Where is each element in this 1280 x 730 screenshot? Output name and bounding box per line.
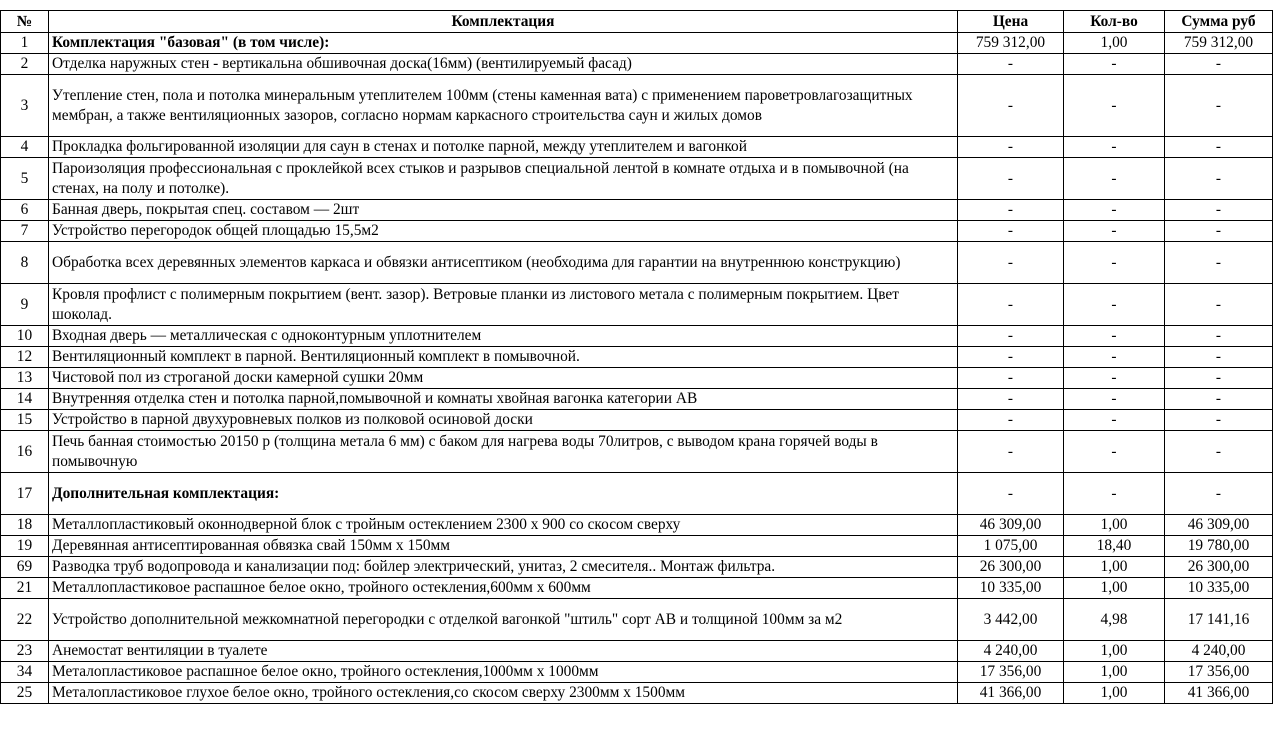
row-sum: 759 312,00 xyxy=(1165,33,1273,54)
table-row xyxy=(1,200,1273,221)
row-description: Пароизоляция профессиональная с проклейкой всех стыков и разрывов специальной лентой в комнате отдыха и в помывочной (на стенах, на полу и потолке). xyxy=(49,158,958,200)
row-description: Внутренняя отделка стен и потолка парной,помывочной и комнаты хвойная вагонка категории АВ xyxy=(49,389,958,410)
specification-table xyxy=(0,10,1273,704)
table-row xyxy=(1,557,1273,578)
table-row xyxy=(1,54,1273,75)
row-sum: - xyxy=(1165,389,1273,410)
row-sum: 4 240,00 xyxy=(1165,641,1273,662)
table-row xyxy=(1,662,1273,683)
row-description: Утепление стен, пола и потолка минеральным утеплителем 100мм (стены каменная вата) с применением пароветровлагозащитных мембран, а также вентиляционных зазоров, согласно нормам каркасного строительства саун и жилых домов xyxy=(49,75,958,137)
row-number: 18 xyxy=(1,515,49,536)
row-description: Прокладка фольгированной изоляции для саун в стенах и потолке парной, между утеплителем и вагонкой xyxy=(49,137,958,158)
table-row xyxy=(1,578,1273,599)
row-price: - xyxy=(958,473,1064,515)
row-sum: 41 366,00 xyxy=(1165,683,1273,704)
row-price: 46 309,00 xyxy=(958,515,1064,536)
row-number: 8 xyxy=(1,242,49,284)
row-quantity: - xyxy=(1064,75,1165,137)
row-number: 5 xyxy=(1,158,49,200)
row-price: 3 442,00 xyxy=(958,599,1064,641)
row-price: - xyxy=(958,54,1064,75)
row-price: - xyxy=(958,347,1064,368)
row-quantity: 1,00 xyxy=(1064,557,1165,578)
row-price: 759 312,00 xyxy=(958,33,1064,54)
row-description: Устройство перегородок общей площадью 15,5м2 xyxy=(49,221,958,242)
header-row xyxy=(1,11,1273,33)
row-quantity: - xyxy=(1064,221,1165,242)
row-sum: - xyxy=(1165,137,1273,158)
row-price: - xyxy=(958,137,1064,158)
table-row xyxy=(1,473,1273,515)
row-quantity: 1,00 xyxy=(1064,33,1165,54)
row-sum: 17 141,16 xyxy=(1165,599,1273,641)
header-price: Цена xyxy=(958,11,1064,33)
header-qty: Кол-во xyxy=(1064,11,1165,33)
row-price: - xyxy=(958,158,1064,200)
row-number: 9 xyxy=(1,284,49,326)
row-sum: - xyxy=(1165,75,1273,137)
row-number: 1 xyxy=(1,33,49,54)
row-price: - xyxy=(958,368,1064,389)
row-sum: - xyxy=(1165,158,1273,200)
row-sum: - xyxy=(1165,242,1273,284)
row-description: Устройство дополнительной межкомнатной перегородки с отделкой вагонкой "штиль" сорт АВ и толщиной 100мм за м2 xyxy=(49,599,958,641)
row-quantity: 1,00 xyxy=(1064,683,1165,704)
table-row xyxy=(1,368,1273,389)
row-quantity: - xyxy=(1064,200,1165,221)
row-price: 10 335,00 xyxy=(958,578,1064,599)
row-number: 6 xyxy=(1,200,49,221)
row-quantity: 18,40 xyxy=(1064,536,1165,557)
row-number: 14 xyxy=(1,389,49,410)
row-quantity: - xyxy=(1064,473,1165,515)
table-row xyxy=(1,410,1273,431)
row-quantity: 1,00 xyxy=(1064,641,1165,662)
table-row xyxy=(1,347,1273,368)
row-description: Анемостат вентиляции в туалете xyxy=(49,641,958,662)
row-price: 1 075,00 xyxy=(958,536,1064,557)
row-quantity: - xyxy=(1064,389,1165,410)
row-price: 17 356,00 xyxy=(958,662,1064,683)
row-sum: - xyxy=(1165,473,1273,515)
row-quantity: - xyxy=(1064,410,1165,431)
row-sum: 26 300,00 xyxy=(1165,557,1273,578)
row-description: Чистовой пол из строганой доски камерной сушки 20мм xyxy=(49,368,958,389)
row-number: 10 xyxy=(1,326,49,347)
row-number: 25 xyxy=(1,683,49,704)
row-price: - xyxy=(958,221,1064,242)
header-desc: Комплектация xyxy=(49,11,958,33)
row-price: - xyxy=(958,284,1064,326)
row-number: 15 xyxy=(1,410,49,431)
row-description: Деревянная антисептированная обвязка свай 150мм х 150мм xyxy=(49,536,958,557)
row-sum: - xyxy=(1165,410,1273,431)
row-quantity: 1,00 xyxy=(1064,662,1165,683)
header-sum: Сумма руб xyxy=(1165,11,1273,33)
row-description: Кровля профлист с полимерным покрытием (вент. зазор). Ветровые планки из листового метала с полимерным покрытием. Цвет шоколад. xyxy=(49,284,958,326)
row-price: 4 240,00 xyxy=(958,641,1064,662)
row-price: 41 366,00 xyxy=(958,683,1064,704)
row-description: Входная дверь — металлическая с одноконтурным уплотнителем xyxy=(49,326,958,347)
table-row xyxy=(1,515,1273,536)
row-quantity: - xyxy=(1064,284,1165,326)
row-description: Комплектация "базовая" (в том числе): xyxy=(49,33,958,54)
row-price: - xyxy=(958,389,1064,410)
row-price: - xyxy=(958,200,1064,221)
row-number: 12 xyxy=(1,347,49,368)
row-description: Банная дверь, покрытая спец. составом — 2шт xyxy=(49,200,958,221)
row-quantity: - xyxy=(1064,347,1165,368)
row-sum: 10 335,00 xyxy=(1165,578,1273,599)
table-row xyxy=(1,431,1273,473)
row-quantity: 4,98 xyxy=(1064,599,1165,641)
row-number: 13 xyxy=(1,368,49,389)
row-number: 34 xyxy=(1,662,49,683)
table-row xyxy=(1,242,1273,284)
row-price: - xyxy=(958,326,1064,347)
row-quantity: - xyxy=(1064,242,1165,284)
row-sum: - xyxy=(1165,200,1273,221)
row-price: 26 300,00 xyxy=(958,557,1064,578)
row-number: 7 xyxy=(1,221,49,242)
row-quantity: - xyxy=(1064,368,1165,389)
row-number: 22 xyxy=(1,599,49,641)
row-quantity: - xyxy=(1064,137,1165,158)
row-quantity: 1,00 xyxy=(1064,578,1165,599)
row-sum: - xyxy=(1165,431,1273,473)
row-quantity: - xyxy=(1064,54,1165,75)
table-row xyxy=(1,75,1273,137)
table-row xyxy=(1,641,1273,662)
row-description: Металопластиковое распашное белое окно, тройного остекления,1000мм х 1000мм xyxy=(49,662,958,683)
table-row xyxy=(1,158,1273,200)
table-row xyxy=(1,326,1273,347)
row-number: 23 xyxy=(1,641,49,662)
row-description: Вентиляционный комплект в парной. Вентиляционный комплект в помывочной. xyxy=(49,347,958,368)
row-price: - xyxy=(958,410,1064,431)
row-sum: - xyxy=(1165,368,1273,389)
row-sum: - xyxy=(1165,326,1273,347)
row-number: 16 xyxy=(1,431,49,473)
row-description: Дополнительная комплектация: xyxy=(49,473,958,515)
row-quantity: - xyxy=(1064,326,1165,347)
table-row xyxy=(1,284,1273,326)
row-description: Металопластиковое глухое белое окно, тройного остекления,со скосом сверху 2300мм х 1500мм xyxy=(49,683,958,704)
row-description: Обработка всех деревянных элементов каркаса и обвязки антисептиком (необходима для гарантии на внутреннюю конструкцию) xyxy=(49,242,958,284)
row-quantity: - xyxy=(1064,431,1165,473)
row-description: Отделка наружных стен - вертикальна обшивочная доска(16мм) (вентилируемый фасад) xyxy=(49,54,958,75)
row-price: - xyxy=(958,75,1064,137)
row-description: Печь банная стоимостью 20150 р (толщина метала 6 мм) с баком для нагрева воды 70литров, с выводом крана горячей воды в помывочную xyxy=(49,431,958,473)
table-row xyxy=(1,221,1273,242)
row-description: Устройство в парной двухуровневых полков из полковой осиновой доски xyxy=(49,410,958,431)
row-sum: - xyxy=(1165,347,1273,368)
header-num: № xyxy=(1,11,49,33)
row-number: 21 xyxy=(1,578,49,599)
row-description: Разводка труб водопровода и канализации под: бойлер электрический, унитаз, 2 смесителя.. Монтаж фильтра. xyxy=(49,557,958,578)
row-description: Металлопластиковое распашное белое окно, тройного остекления,600мм х 600мм xyxy=(49,578,958,599)
table-row xyxy=(1,599,1273,641)
table-row xyxy=(1,137,1273,158)
row-number: 17 xyxy=(1,473,49,515)
table-row xyxy=(1,33,1273,54)
row-sum: - xyxy=(1165,54,1273,75)
row-price: - xyxy=(958,431,1064,473)
row-sum: 17 356,00 xyxy=(1165,662,1273,683)
row-number: 2 xyxy=(1,54,49,75)
row-sum: - xyxy=(1165,221,1273,242)
row-sum: - xyxy=(1165,284,1273,326)
row-sum: 46 309,00 xyxy=(1165,515,1273,536)
row-number: 69 xyxy=(1,557,49,578)
row-number: 19 xyxy=(1,536,49,557)
row-sum: 19 780,00 xyxy=(1165,536,1273,557)
row-number: 3 xyxy=(1,75,49,137)
row-price: - xyxy=(958,242,1064,284)
table-row xyxy=(1,683,1273,704)
row-number: 4 xyxy=(1,137,49,158)
row-quantity: 1,00 xyxy=(1064,515,1165,536)
row-description: Металлопластиковый оконнодверной блок с тройным остеклением 2300 х 900 со скосом сверху xyxy=(49,515,958,536)
table-row xyxy=(1,389,1273,410)
row-quantity: - xyxy=(1064,158,1165,200)
table-row xyxy=(1,536,1273,557)
